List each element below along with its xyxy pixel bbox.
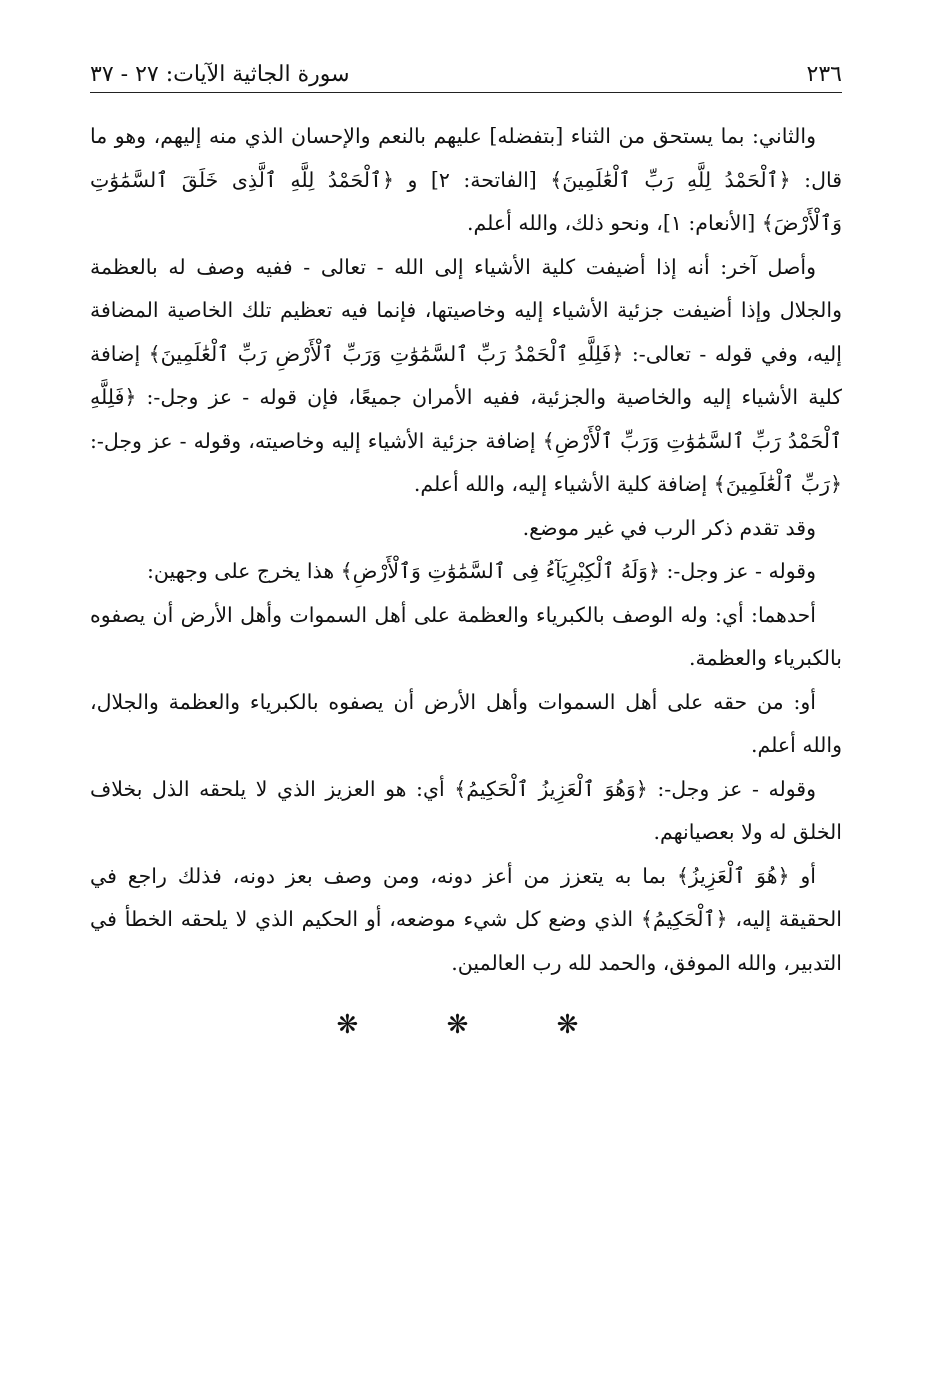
body-text — [90, 115, 842, 985]
asterism-icon: ❋ — [556, 1010, 609, 1040]
paragraph: أحدهما: أي: وله الوصف بالكبرياء والعظمة على أهل السموات وأهل الأرض أن يصفوه بالكبرياء والعظمة. — [90, 602, 842, 670]
page-number: ٢٣٦ — [806, 62, 842, 87]
paragraph: وقوله - عز وجل-: ﴿وَلَهُ ٱلْكِبْرِيَآءُ فِى ٱلسَّمَٰوَٰتِ وَٱلْأَرْضِ﴾ هذا يخرج على وجهين: — [147, 559, 816, 583]
asterism-icon: ❋ — [336, 1010, 389, 1040]
paragraph: وقد تقدم ذكر الرب في غير موضع. — [522, 515, 816, 540]
paragraph: وقوله - عز وجل-: ﴿وَهُوَ ٱلْعَزِيزُ ٱلْحَكِيمُ﴾ أي: هو العزيز الذي لا يلحقه الذل بخلاف الخلق له ولا بعصيانهم. — [90, 776, 842, 844]
section-separator — [0, 1010, 945, 1040]
paragraph: والثاني: بما يستحق من الثناء [بتفضله] عليهم بالنعم والإحسان الذي منه إليهم، وهو ما قال: ﴿ٱلْحَمْدُ لِلَّهِ رَبِّ ٱلْعَٰلَمِينَ﴾ [الفاتحة: ٢] و ﴿ٱلْحَمْدُ لِلَّهِ ٱلَّذِى خَلَقَ ٱلسَّمَٰوَٰتِ وَٱلْأَرْضَ﴾ [الأنعام: ١]، ونحو ذلك، والله أعلم. — [90, 124, 843, 235]
surah-title: سورة الجاثية الآيات: ٢٧ - ٣٧ — [90, 62, 350, 87]
book-page — [90, 58, 842, 985]
paragraph: أو: من حقه على أهل السموات وأهل الأرض أن يصفوه بالكبرياء والعظمة والجلال، والله أعلم. — [90, 689, 842, 757]
asterism-icon: ❋ — [446, 1010, 499, 1040]
paragraph: وأصل آخر: أنه إذا أضيفت كلية الأشياء إلى الله - تعالى - ففيه وصف له بالعظمة والجلال وإذا أضيفت جزئية الأشياء إليه وخاصيتها، فإنما فيه تعظيم تلك الخاصية المضافة إليه، وفي قوله - تعالى-: ﴿فَلِلَّهِ ٱلْحَمْدُ رَبِّ ٱلسَّمَٰوَٰتِ وَرَبِّ ٱلْأَرْضِ رَبِّ ٱلْعَٰلَمِينَ﴾ إضافة كلية الأشياء إليه والخاصية والجزئية، ففيه الأمران جميعًا، فإن قوله - عز وجل-: ﴿فَلِلَّهِ ٱلْحَمْدُ رَبِّ ٱلسَّمَٰوَٰتِ وَرَبِّ ٱلْأَرْضِ﴾ إضافة جزئية الأشياء إليه وخاصيته، وقوله - عز وجل-: ﴿رَبِّ ٱلْعَٰلَمِينَ﴾ إضافة كلية الأشياء إليه، والله أعلم. — [90, 254, 842, 496]
running-header — [90, 58, 842, 93]
paragraph: أو ﴿هُوَ ٱلْعَزِيزُ﴾ بما به يتعزز من أعز دونه، ومن وصف بعز دونه، فذلك راجع في الحقيقة إليه، ﴿ٱلْحَكِيمُ﴾ الذي وضع كل شيء موضعه، أو الحكيم الذي لا يلحقه الخطأ في التدبير، والله الموفق، والحمد لله رب العالمين. — [90, 863, 842, 975]
